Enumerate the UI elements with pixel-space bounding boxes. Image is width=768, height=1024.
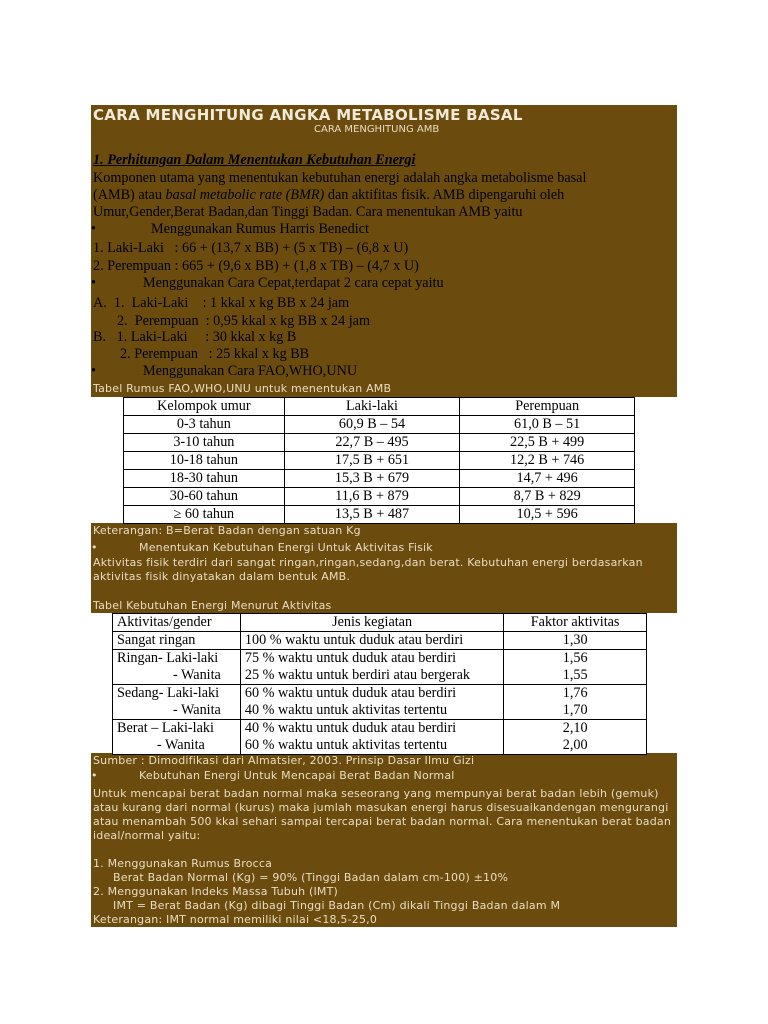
- table-header-cell: Kelompok umur: [124, 398, 285, 416]
- section1-heading: 1. Perhitungan Dalam Menentukan Kebutuhan Energi: [93, 152, 416, 168]
- bullet-fast: Menggunakan Cara Cepat,terdapat 2 cara cepat yaitu: [143, 275, 444, 291]
- table-cell: 12,2 B + 746: [460, 452, 635, 470]
- harris-female: 2. Perempuan : 665 + (9,6 x BB) + (1,8 x TB) – (4,7 x U): [93, 258, 419, 274]
- fast-a2: 2. Perempuan : 0,95 kkal x kg BB x 24 jam: [117, 313, 370, 329]
- fast-b1: B. 1. Laki-Laki : 30 kkal x kg B: [93, 329, 297, 345]
- cell-line: 1,56: [562, 650, 588, 666]
- table-cell: 10-18 tahun: [124, 452, 285, 470]
- imt-note: Keterangan: IMT normal memiliki nilai <18,5-25,0: [93, 913, 378, 926]
- bullet-icon: •: [91, 275, 96, 291]
- table-row: [124, 416, 635, 434]
- activity-line-2: aktivitas fisik dinyatakan dalam bentuk AMB.: [93, 570, 351, 583]
- table-cell: 22,7 B – 495: [284, 434, 460, 452]
- table-cell: [113, 685, 241, 720]
- table-cell: 18-30 tahun: [124, 470, 285, 488]
- intro-line-2-bmr: basal metabolic rate (BMR): [165, 187, 325, 203]
- bullet-fao: Menggunakan Cara FAO,WHO,UNU: [143, 363, 358, 379]
- table-row: [113, 720, 647, 755]
- bullet-activity: Menentukan Kebutuhan Energi Untuk Aktivitas Fisik: [139, 541, 433, 554]
- table-cell: [504, 650, 647, 685]
- intro-line-3: Umur,Gender,Berat Badan,dan Tinggi Badan. Cara menentukan AMB yaitu: [93, 204, 523, 220]
- activity-table-caption: Tabel Kebutuhan Energi Menurut Aktivitas: [93, 599, 332, 612]
- table-cell: 0-3 tahun: [124, 416, 285, 434]
- cell-line: Berat – Laki-laki: [117, 720, 214, 736]
- method-imt: 2. Menggunakan Indeks Massa Tubuh (IMT): [93, 885, 339, 898]
- table-cell: [240, 632, 503, 650]
- cell-line: - Wanita: [173, 702, 221, 718]
- cell-line: 40 % waktu untuk aktivitas tertentu: [244, 702, 448, 718]
- table-cell: 11,6 B + 879: [284, 488, 460, 506]
- table-header-cell: Faktor aktivitas: [504, 614, 647, 632]
- source-note: Sumber : Dimodifikasi dari Almatsier, 2003. Prinsip Dasar Ilmu Gizi: [93, 754, 475, 767]
- table-cell: [240, 650, 503, 685]
- table-header-row: [113, 614, 647, 632]
- normal-line-1: Untuk mencapai berat badan normal maka seseorang yang mempunyai berat badan lebih (gemuk): [93, 787, 659, 800]
- table-cell: 22,5 B + 499: [460, 434, 635, 452]
- table-cell: [504, 632, 647, 650]
- fast-b2: 2. Perempuan : 25 kkal x kg BB: [120, 346, 310, 362]
- table-cell: [504, 685, 647, 720]
- table-cell: 10,5 + 596: [460, 506, 635, 524]
- fast-a1: A. 1. Laki-Laki : 1 kkal x kg BB x 24 jam: [93, 295, 350, 311]
- table-cell: 14,7 + 496: [460, 470, 635, 488]
- table-row: [124, 470, 635, 488]
- normal-line-3: atau menambah 500 kkal sehari sampai tercapai berat badan normal. Cara menentukan berat badan: [93, 815, 672, 828]
- bullet-normal-weight: Kebutuhan Energi Untuk Mencapai Berat Badan Normal: [139, 769, 455, 782]
- table-cell: [240, 720, 503, 755]
- bullet-icon: •: [91, 363, 96, 379]
- cell-line: 2,10: [562, 720, 588, 736]
- table-cell: [504, 720, 647, 755]
- table-cell: 15,3 B + 679: [284, 470, 460, 488]
- cell-line: Sedang- Laki-laki: [117, 685, 220, 701]
- intro-line-2a: (AMB) atau: [93, 187, 166, 203]
- table-cell: 3-10 tahun: [124, 434, 285, 452]
- table-header-cell: Perempuan: [460, 398, 635, 416]
- table-header-cell: Aktivitas/gender: [113, 614, 241, 632]
- cell-line: 60 % waktu untuk duduk atau berdiri: [244, 685, 457, 701]
- activity-table: [112, 613, 647, 755]
- page-title: CARA MENGHITUNG ANGKA METABOLISME BASAL: [93, 106, 523, 124]
- table-row: [113, 632, 647, 650]
- cell-line: 25 % waktu untuk berdiri atau bergerak: [244, 667, 471, 683]
- table-cell: [113, 720, 241, 755]
- cell-line: 60 % waktu untuk aktivitas tertentu: [244, 737, 448, 753]
- table-cell: [113, 650, 241, 685]
- table-row: [113, 650, 647, 685]
- cell-line: Sangat ringan: [117, 632, 196, 648]
- cell-line: 1,76: [562, 685, 588, 701]
- cell-line: 1,30: [562, 632, 588, 648]
- bullet-icon: •: [91, 221, 96, 237]
- table-cell: [113, 632, 241, 650]
- cell-line: 75 % waktu untuk duduk atau berdiri: [244, 650, 457, 666]
- table-header-cell: Laki-laki: [284, 398, 460, 416]
- table-header-row: [124, 398, 635, 416]
- table-header-cell: Jenis kegiatan: [240, 614, 503, 632]
- table-cell: 60,9 B – 54: [284, 416, 460, 434]
- table-row: [124, 506, 635, 524]
- fao-table: [123, 397, 635, 524]
- normal-line-2: atau kurang dari normal (kurus) maka jumlah masukan energi harus disesuaikandengan mengurangi: [93, 801, 669, 814]
- cell-line: - Wanita: [157, 737, 205, 753]
- table-cell: 61,0 B – 51: [460, 416, 635, 434]
- table-row: [124, 452, 635, 470]
- intro-line-1: Komponen utama yang menentukan kebutuhan energi adalah angka metabolisme basal: [93, 170, 587, 186]
- bullet-icon: •: [91, 769, 98, 782]
- fao-table-caption: Tabel Rumus FAO,WHO,UNU untuk menentukan AMB: [93, 382, 392, 395]
- method-brocca: 1. Menggunakan Rumus Brocca: [93, 857, 273, 870]
- activity-line-1: Aktivitas fisik terdiri dari sangat ringan,ringan,sedang,dan berat. Kebutuhan energi berdasarkan: [93, 556, 643, 569]
- table-cell: 8,7 B + 829: [460, 488, 635, 506]
- cell-line: 1,70: [562, 702, 588, 718]
- bullet-harris: Menggunakan Rumus Harris Benedict: [151, 221, 369, 237]
- brocca-formula: Berat Badan Normal (Kg) = 90% (Tinggi Badan dalam cm-100) ±10%: [113, 871, 509, 884]
- table-cell: [240, 685, 503, 720]
- normal-line-4: ideal/normal yaitu:: [93, 829, 201, 842]
- cell-line: Ringan- Laki-laki: [117, 650, 219, 666]
- cell-line: 2,00: [562, 737, 588, 753]
- fao-keterangan: Keterangan: B=Berat Badan dengan satuan Kg: [93, 524, 361, 537]
- intro-line-2: [93, 187, 564, 204]
- table-cell: 30-60 tahun: [124, 488, 285, 506]
- cell-line: 100 % waktu untuk duduk atau berdiri: [244, 632, 464, 648]
- page-subtitle: CARA MENGHITUNG AMB: [314, 124, 440, 135]
- cell-line: 1,55: [562, 667, 588, 683]
- table-cell: ≥ 60 tahun: [124, 506, 285, 524]
- intro-line-2c: dan aktifitas fisik. AMB dipengaruhi oleh: [324, 187, 565, 203]
- cell-line: 40 % waktu untuk duduk atau berdiri: [244, 720, 457, 736]
- table-row: [124, 488, 635, 506]
- table-row: [113, 685, 647, 720]
- table-cell: 17,5 B + 651: [284, 452, 460, 470]
- imt-formula: IMT = Berat Badan (Kg) dibagi Tinggi Badan (Cm) dikali Tinggi Badan dalam M: [113, 899, 561, 912]
- cell-line: - Wanita: [173, 667, 221, 683]
- table-cell: 13,5 B + 487: [284, 506, 460, 524]
- harris-male: 1. Laki-Laki : 66 + (13,7 x BB) + (5 x TB) – (6,8 x U): [93, 240, 409, 256]
- bullet-icon: •: [91, 541, 98, 554]
- table-row: [124, 434, 635, 452]
